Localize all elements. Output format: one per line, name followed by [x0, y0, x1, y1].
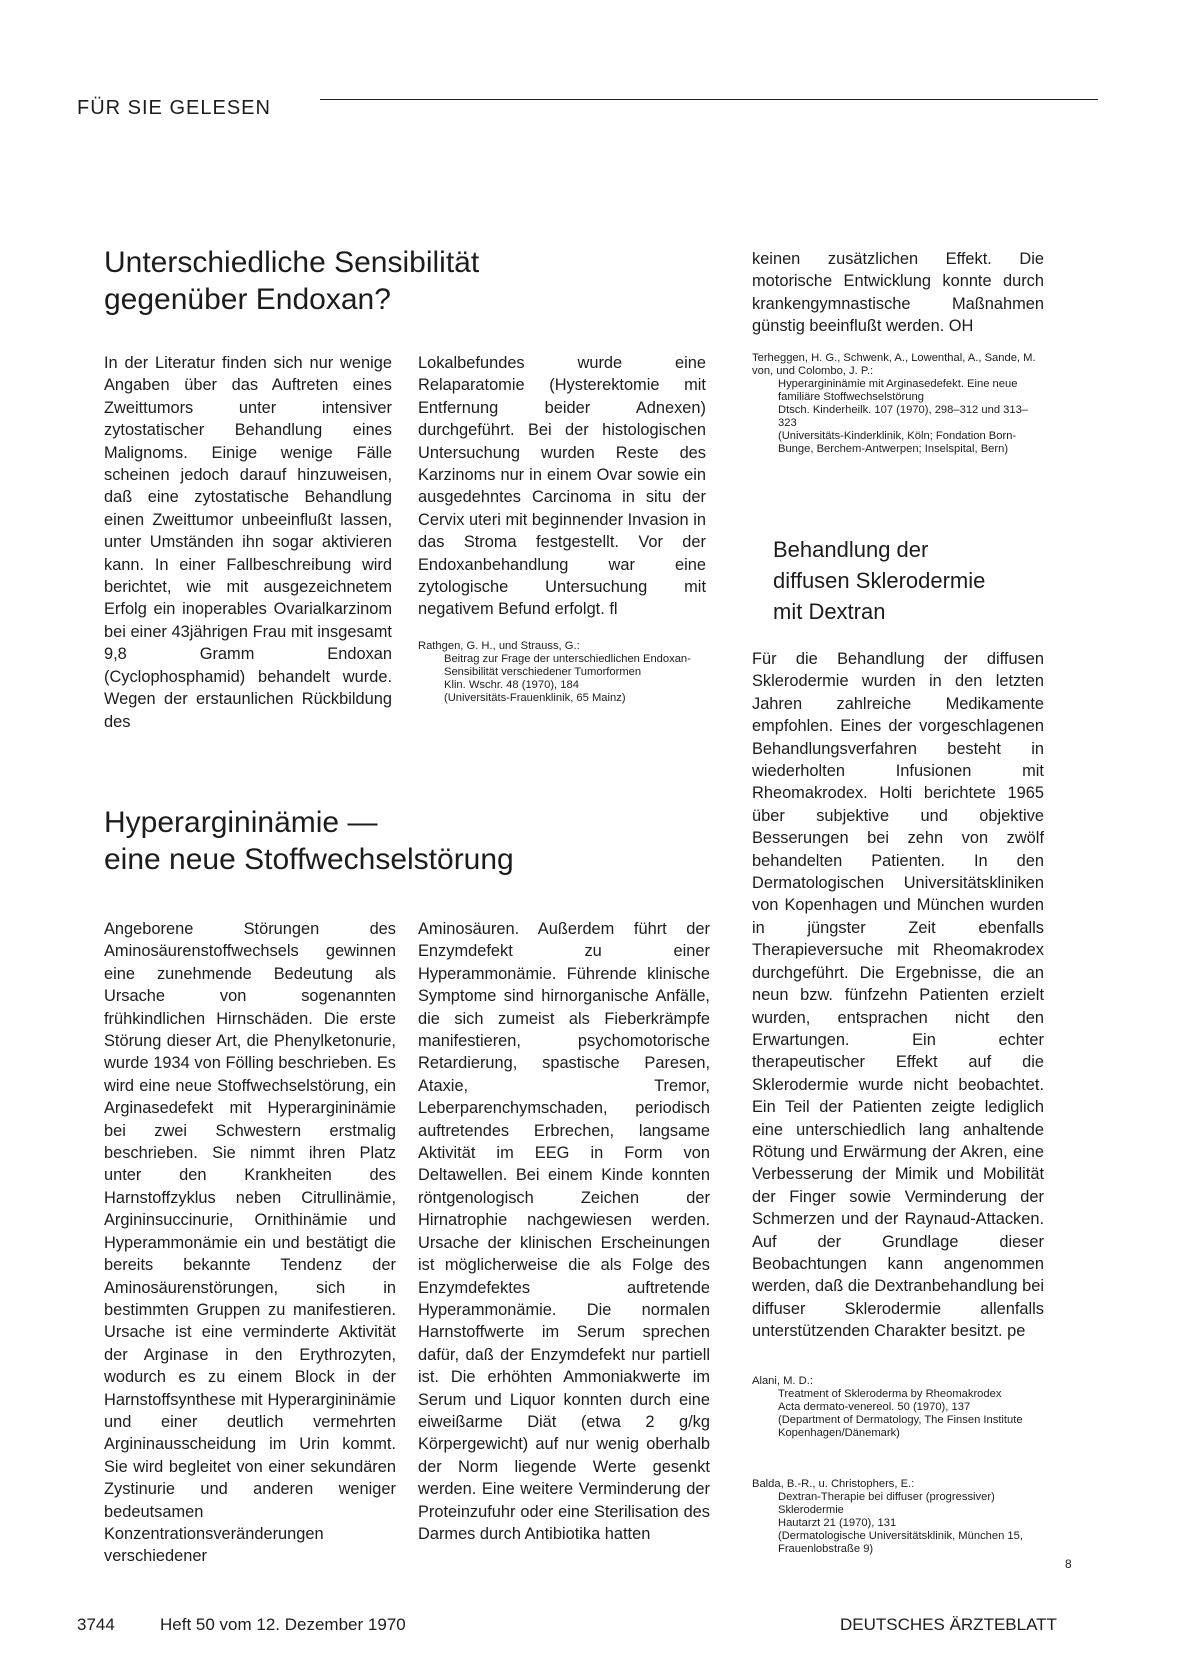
article-hyperargininaemie-title: [104, 804, 664, 878]
ref-journal: Acta dermato-venereol. 50 (1970), 137: [778, 1401, 971, 1413]
title-line: Behandlung der: [773, 537, 929, 562]
issue-info: Heft 50 vom 12. Dezember 1970: [160, 1615, 406, 1634]
reference-balda: [752, 1478, 1044, 1556]
title-line: Hyperargininämie —: [104, 806, 378, 839]
article-sklerodermie-col3: Für die Behandlung der diffusen Sklerodermie wurden in den letzten Jahren zahlreiche Medikamente empfohlen. Eines der vorgeschlagenen Behandlungsverfahren besteht in wiederholten Infusionen mit Rheomakrodex. Holti berichtete 1965 über subjektive und objektive Besserungen bei zehn von zwölf behandelten Patienten. In den Dermatologischen Universitätskliniken von Kopenhagen und München wurden in jüngster Zeit ebenfalls Therapieversuche mit Rheomakrodex durchgeführt. Die Ergebnisse, die an neun bzw. fünfzehn Patienten erzielt wurden, entsprachen nicht den Erwartungen. Ein echter therapeutischer Effekt auf die Sklerodermie wurde nicht beobachtet. Ein Teil der Patienten zeigte lediglich eine unterschiedlich lang anhaltende Rötung und Erwärmung der Akren, eine Verbesserung der Mimik und Mobilität der Finger sowie Verminderung der Schmerzen und der Raynaud-Attacken. Auf der Grundlage dieser Beobachtungen kann angenommen werden, daß die Dextranbehandlung bei diffuser Sklerodermie allenfalls unterstützenden Charakter besitzt. pe: [752, 650, 1044, 1341]
journal-name: DEUTSCHES ÄRZTEBLATT: [840, 1615, 1057, 1634]
article-endoxan-title: [104, 244, 644, 318]
article-hyperargininaemie-col1: Angeborene Störungen des Aminosäurenstoffwechsels gewinnen eine zunehmende Bedeutung als Ursache von sogenannten frühkindlichen Hirnschäden. Die erste Störung dieser Art, die Phenylketonurie, wurde 1934 von Fölling beschrieben. Es wird eine neue Stoffwechselstörung, ein Arginasedefekt mit Hyperargininämie bei zwei Schwestern erstmalig beschrieben. Sie nimmt ihren Platz unter den Krankheiten des Harnstoffzyklus neben Citrullinämie, Argininsuccinurie, Ornithinämie und Hyperammonämie ein und bestätigt die bereits bekannte Tendenz der Aminosäurenstörungen, sich in bestimmten Gruppen zu manifestieren. Ursache ist eine verminderte Aktivität der Arginase in den Erythrozyten, wodurch es zu einem Block in der Harnstoffsynthese mit Hyperargininämie und einer deutlich vermehrten Argininausscheidung im Urin kommt. Sie wird begleitet von einer sekundären Zystinurie und anderen weniger bedeutsamen Konzentrationsveränderungen verschiedener: [104, 920, 396, 1566]
title-line: diffusen Sklerodermie: [773, 568, 986, 593]
reference-alani: [752, 1375, 1044, 1440]
margin-mark: 8: [1065, 1557, 1072, 1571]
title-line: mit Dextran: [773, 599, 886, 624]
title-line: gegenüber Endoxan?: [104, 283, 391, 316]
ref-title: Dextran-Therapie bei diffuser (progressiver) Sklerodermie: [778, 1491, 995, 1516]
ref-institution: (Dermatologische Universitätsklinik, München 15, Frauenlobstraße 9): [778, 1530, 1023, 1555]
reference-terheggen: [752, 352, 1044, 456]
article-endoxan-col1: In der Literatur finden sich nur wenige Angaben über das Auftreten eines Zweittumors unter intensiver zytostatischer Behandlung eines Malignoms. Einige wenige Fälle scheinen jedoch darauf hinzuweisen, daß eine zytostatische Behandlung einen Zweittumor unbeeinflußt lassen, unter Umständen ihn sogar aktivieren kann. In einer Fallbeschreibung wird berichtet, wie mit ausgezeichnetem Erfolg ein inoperables Ovarialkarzinom bei einer 43jährigen Frau mit insgesamt 9,8 Gramm Endoxan (Cyclophosphamid) behandelt wurde. Wegen der erstaunlichen Rückbildung des: [104, 354, 392, 731]
article-hyperargininaemie-col2: Aminosäuren. Außerdem führt der Enzymdefekt zu einer Hyperammonämie. Führende klinische Symptome sind hirnorganische Anfälle, die sich zumeist als Fieberkrämpfe manifestieren, psychomotorische Retardierung, spastische Paresen, Ataxie, Tremor, Leberparenchymschaden, periodisch auftretendes Erbrechen, langsame Aktivität im EEG in Form von Deltawellen. Bei einem Kinde konnten röntgenologisch Zeichen der Hirnatrophie nachgewiesen werden. Ursache der klinischen Erscheinungen ist möglicherweise die als Folge des Enzymdefektes auftretende Hyperammonämie. Die normalen Harnstoffwerte im Serum sprechen dafür, daß der Enzymdefekt nur partiell ist. Die erhöhten Ammoniakwerte im Serum und Liquor konnten durch eine eiweißarme Diät (etwa 2 g/kg Körpergewicht) auf nur wenig oberhalb der Norm liegende Werte gesenkt werden. Eine weitere Verminderung der Proteinzufuhr oder eine Sterilisation des Darmes durch Antibiotika hatten: [418, 920, 710, 1543]
page-number: 3744: [77, 1615, 115, 1634]
article-sklerodermie-title: [773, 534, 1073, 627]
ref-title: Beitrag zur Frage der unterschiedlichen Endoxan-Sensibilität verschiedener Tumorformen: [444, 653, 691, 678]
ref-institution: (Universitäts-Frauenklinik, 65 Mainz): [444, 692, 626, 704]
ref-journal: Dtsch. Kinderheilk. 107 (1970), 298–312 und 313–323: [778, 404, 1029, 429]
ref-journal: Hautarzt 21 (1970), 131: [778, 1517, 897, 1529]
ref-institution: (Department of Dermatology, The Finsen Institute Kopenhagen/Dänemark): [778, 1414, 1023, 1439]
ref-institution: (Universitäts-Kinderklinik, Köln; Fondation Born-Bunge, Berchem-Antwerpen; Inselspital, Bern): [778, 430, 1017, 455]
ref-journal: Klin. Wschr. 48 (1970), 184: [444, 679, 579, 691]
article-endoxan-col2: Lokalbefundes wurde eine Relaparatomie (Hysterektomie mit Entfernung beider Adnexen) durchgeführt. Bei der histologischen Untersuchung wurden Reste des Karzinoms nur in einem Ovar sowie ein ausgedehntes Carcinoma in situ der Cervix uteri mit beginnender Invasion in das Stroma festgestellt. Vor der Endoxanbehandlung war eine zytologische Untersuchung mit negativem Befund erfolgt. fl: [418, 354, 706, 619]
title-line: Unterschiedliche Sensibilität: [104, 246, 480, 279]
ref-authors: Alani, M. D.:: [752, 1375, 813, 1387]
ref-title: Hyperargininämie mit Arginasedefekt. Eine neue familiäre Stoffwechselstörung: [778, 378, 1018, 403]
title-line: eine neue Stoffwechselstörung: [104, 843, 514, 876]
section-header: FÜR SIE GELESEN: [77, 97, 271, 119]
ref-authors: Terheggen, H. G., Schwenk, A., Lowenthal, A., Sande, M. von, und Colombo, J. P.:: [752, 352, 1036, 377]
header-rule: [320, 99, 1098, 100]
article-hyperargininaemie-col3: keinen zusätzlichen Effekt. Die motorische Entwicklung konnte durch krankengymnastische Maßnahmen günstig beeinflußt werden. OH: [752, 250, 1044, 336]
ref-authors: Rathgen, G. H., und Strauss, G.:: [418, 640, 580, 652]
ref-authors: Balda, B.-R., u. Christophers, E.:: [752, 1478, 915, 1490]
reference-rathgen: [418, 640, 706, 705]
ref-title: Treatment of Skleroderma by Rheomakrodex: [778, 1388, 1002, 1400]
